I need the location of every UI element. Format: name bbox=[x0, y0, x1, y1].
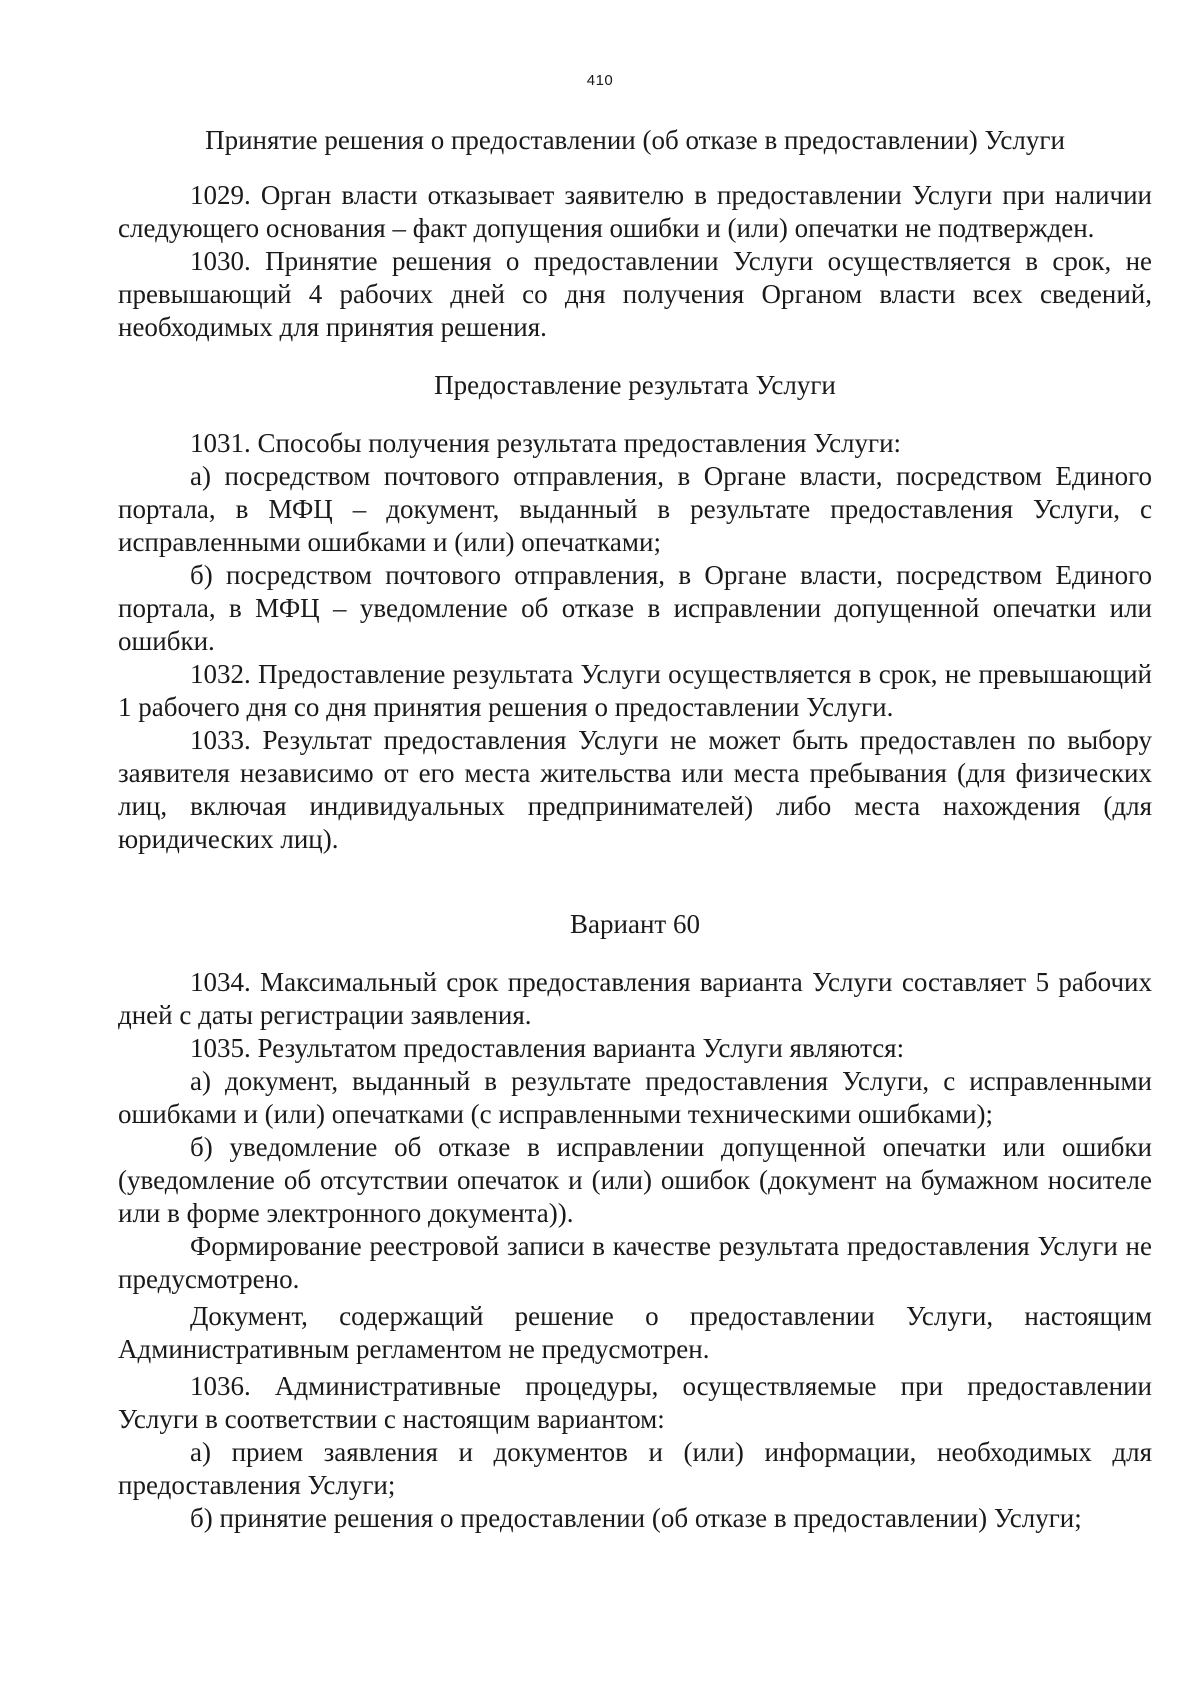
paragraph-1036: 1036. Административные процедуры, осуществляемые при предоставлении Услуги в соответствии с настоящим вариантом: bbox=[118, 1371, 1152, 1434]
section-heading-result: Предоставление результата Услуги bbox=[434, 370, 836, 400]
paragraph-1033: 1033. Результат предоставления Услуги не может быть предоставлен по выбору заявителя независимо от его места жительства или места пребывания (для физических лиц, включая индивидуальных предпринимателей) либо места нахождения (для юридических лиц). bbox=[118, 725, 1152, 854]
paragraph-1035-b: б) уведомление об отказе в исправлении допущенной опечатки или ошибки (уведомление об отсутствии опечаток и (или) ошибок (документ на бумажном носителе или в форме электронного документа)). bbox=[118, 1132, 1152, 1228]
paragraph-1035-a: а) документ, выданный в результате предоставления Услуги, с исправленными ошибками и (или) опечатками (с исправленными техническими ошибками); bbox=[118, 1066, 1152, 1129]
section-heading-decision: Принятие решения о предоставлении (об отказе в предоставлении) Услуги bbox=[205, 125, 1065, 155]
paragraph-1031-a: а) посредством почтового отправления, в Органе власти, посредством Единого портала, в МФЦ – документ, выданный в результате предоставления Услуги, с исправленными ошибками и (или) опечатками; bbox=[118, 461, 1152, 557]
paragraph-1035: 1035. Результатом предоставления варианта Услуги являются: bbox=[190, 1033, 905, 1063]
paragraph-decision-document: Документ, содержащий решение о предоставлении Услуги, настоящим Административным регламентом не предусмотрен. bbox=[118, 1301, 1152, 1364]
document-body bbox=[118, 124, 1152, 1535]
paragraph-1034: 1034. Максимальный срок предоставления варианта Услуги составляет 5 рабочих дней с даты регистрации заявления. bbox=[118, 967, 1152, 1030]
page-number: 410 bbox=[586, 72, 614, 89]
paragraph-1030: 1030. Принятие решения о предоставлении Услуги осуществляется в срок, не превышающий 4 рабочих дней со дня получения Органом власти всех сведений, необходимых для принятия решения. bbox=[118, 246, 1152, 342]
paragraph-1031: 1031. Способы получения результата предоставления Услуги: bbox=[190, 428, 902, 458]
paragraph-registry-record: Формирование реестровой записи в качестве результата предоставления Услуги не предусмотрено. bbox=[118, 1231, 1152, 1294]
paragraph-1029: 1029. Орган власти отказывает заявителю в предоставлении Услуги при наличии следующего основания – факт допущения ошибки и (или) опечатки не подтвержден. bbox=[118, 180, 1152, 243]
paragraph-1032: 1032. Предоставление результата Услуги осуществляется в срок, не превышающий 1 рабочего дня со дня принятия решения о предоставлении Услуги. bbox=[118, 659, 1152, 722]
section-heading-variant: Вариант 60 bbox=[570, 909, 700, 939]
paragraph-1031-b: б) посредством почтового отправления, в Органе власти, посредством Единого портала, в МФЦ – уведомление об отказе в исправлении допущенной опечатки или ошибки. bbox=[118, 560, 1152, 656]
paragraph-1036-b: б) принятие решения о предоставлении (об отказе в предоставлении) Услуги; bbox=[190, 1503, 1082, 1533]
paragraph-1036-a: а) прием заявления и документов и (или) информации, необходимых для предоставления Услуги; bbox=[118, 1437, 1152, 1500]
